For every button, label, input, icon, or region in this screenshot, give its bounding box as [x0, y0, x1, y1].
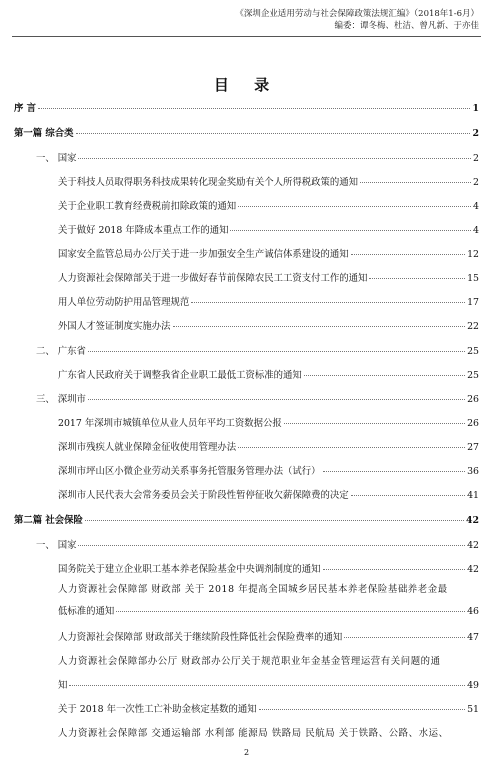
header-divider: [12, 36, 481, 37]
toc-page: 27: [467, 442, 479, 453]
toc-page: 12: [467, 249, 479, 260]
toc-label: 关于 2018 年一次性工亡补助金核定基数的通知: [58, 704, 257, 715]
dot-leader: [230, 230, 471, 231]
dot-leader: [323, 471, 466, 472]
toc-entry[interactable]: [14, 367, 479, 381]
toc-entry-part-2[interactable]: [14, 512, 479, 526]
toc-label: 国家安全监管总局办公厅关于进一步加强安全生产诚信体系建设的通知: [58, 249, 349, 260]
toc-entry[interactable]: [14, 439, 479, 453]
toc-entry[interactable]: [14, 487, 479, 501]
toc-page: 25: [467, 346, 479, 357]
page-title: 目 录: [213, 76, 280, 94]
header-editors: 编委：谭冬梅、杜洁、曾凡新、于亦佳: [334, 21, 479, 31]
toc-entry-first-line[interactable]: 人力资源社会保障部办公厅 财政部办公厅关于规范职业年金基金管理运营有关问题的通: [58, 656, 441, 667]
toc-entry-section[interactable]: [14, 343, 479, 357]
toc-entry[interactable]: [14, 603, 479, 617]
toc-page: 2: [473, 177, 479, 188]
dot-leader: [78, 545, 465, 546]
toc-label: 二、 广东省: [36, 346, 86, 357]
dot-leader: [344, 637, 465, 638]
toc-page: 42: [467, 564, 479, 575]
toc-label: 关于做好 2018 年降成本重点工作的通知: [58, 225, 229, 236]
toc-entry[interactable]: [14, 222, 479, 236]
toc-entry[interactable]: [14, 701, 479, 715]
toc-entry[interactable]: [14, 246, 479, 260]
toc-page: 51: [467, 704, 479, 715]
dot-leader: [38, 108, 470, 109]
toc-label: 国务院关于建立企业职工基本养老保险基金中央调剂制度的通知: [58, 564, 321, 575]
toc-label: 三、 深圳市: [36, 394, 86, 405]
toc-page: 41: [467, 490, 479, 501]
toc-label: 深圳市坪山区小微企业劳动关系事务托管服务管理办法（试行）: [58, 466, 321, 477]
toc-entry-section[interactable]: [14, 537, 479, 551]
toc-label: 外国人才签证制度实施办法: [58, 321, 171, 332]
toc-label: 第二篇 社会保险: [14, 515, 83, 526]
toc-entry-preface[interactable]: [14, 100, 479, 114]
dot-leader: [116, 611, 465, 612]
toc-page: 47: [467, 632, 479, 643]
running-header: [235, 8, 479, 32]
page-number: 2: [243, 748, 250, 757]
toc-page: 49: [467, 680, 479, 691]
dot-leader: [173, 326, 466, 327]
toc-label: 一、 国家: [36, 153, 77, 164]
toc-page: 2: [473, 153, 479, 164]
dot-leader: [88, 351, 465, 352]
toc-label: 关于科技人员取得职务科技成果转化现金奖励有关个人所得税政策的通知: [58, 177, 359, 188]
toc-entry[interactable]: [14, 629, 479, 643]
toc-label: 知: [58, 680, 68, 691]
toc-entry-first-line[interactable]: 人力资源社会保障部 财政部 关于 2018 年提高全国城乡居民基本养老保险基础养老金最: [58, 584, 448, 595]
toc-page: 36: [467, 466, 479, 477]
toc-entry[interactable]: [14, 270, 479, 284]
toc-page: 26: [467, 394, 479, 405]
dot-leader: [238, 447, 465, 448]
dot-leader: [259, 709, 465, 710]
dot-leader: [360, 182, 471, 183]
dot-leader: [69, 685, 465, 686]
toc-entry[interactable]: [14, 294, 479, 308]
toc-entry[interactable]: [14, 415, 479, 429]
toc-label: 2017 年深圳市城镇单位从业人员年平均工资数据公报: [58, 418, 282, 429]
toc-label: 一、 国家: [36, 540, 77, 551]
toc-page: 4: [473, 201, 479, 212]
toc-entry-first-line[interactable]: 人力资源社会保障部 交通运输部 水利部 能源局 铁路局 民航局 关于铁路、公路、水运、: [58, 728, 449, 739]
dot-leader: [369, 278, 465, 279]
toc-page: 2: [472, 128, 479, 139]
toc-entry-section[interactable]: [14, 391, 479, 405]
toc-page: 42: [465, 515, 479, 526]
toc-page: 22: [467, 321, 479, 332]
dot-leader: [304, 375, 465, 376]
dot-leader: [351, 495, 465, 496]
toc-entry[interactable]: [14, 198, 479, 212]
toc-page: 15: [467, 273, 479, 284]
toc-label: 用人单位劳动防护用品管理规范: [58, 297, 190, 308]
toc-page: 25: [467, 370, 479, 381]
toc-entry[interactable]: [14, 318, 479, 332]
toc-entry[interactable]: [14, 677, 479, 691]
toc-page: 4: [473, 225, 479, 236]
toc-label: 深圳市人民代表大会常务委员会关于阶段性暂停征收欠薪保障费的决定: [58, 490, 349, 501]
dot-leader: [76, 133, 471, 134]
dot-leader: [78, 158, 471, 159]
toc-entry[interactable]: [14, 463, 479, 477]
toc-page: 26: [467, 418, 479, 429]
dot-leader: [191, 302, 465, 303]
toc-label: 人力资源社会保障部 财政部关于继续阶段性降低社会保险费率的通知: [58, 632, 343, 643]
toc-page: 42: [467, 540, 479, 551]
dot-leader: [323, 569, 466, 570]
toc-entry[interactable]: [14, 174, 479, 188]
dot-leader: [351, 254, 465, 255]
dot-leader: [85, 520, 464, 521]
toc-label: 广东省人民政府关于调整我省企业职工最低工资标准的通知: [58, 370, 302, 381]
toc-label: 人力资源社会保障部关于进一步做好春节前保障农民工工资支付工作的通知: [58, 273, 368, 284]
header-title: 《深圳企业适用劳动与社会保障政策法规汇编》（2018年1-6月）: [235, 9, 479, 19]
dot-leader: [284, 423, 465, 424]
toc-page: 17: [467, 297, 479, 308]
dot-leader: [238, 206, 471, 207]
toc-entry-section[interactable]: [14, 150, 479, 164]
toc-label: 关于企业职工教育经费税前扣除政策的通知: [58, 201, 237, 212]
toc-page: 1: [472, 103, 479, 114]
toc-label: 第一篇 综合类: [14, 128, 74, 139]
toc-label: 序 言: [14, 103, 37, 114]
toc-entry[interactable]: [14, 561, 479, 575]
dot-leader: [88, 399, 465, 400]
toc-entry-part-1[interactable]: [14, 125, 479, 139]
toc-page: 46: [467, 606, 479, 617]
toc-label: 低标准的通知: [58, 606, 115, 617]
toc-label: 深圳市残疾人就业保障金征收使用管理办法: [58, 442, 237, 453]
